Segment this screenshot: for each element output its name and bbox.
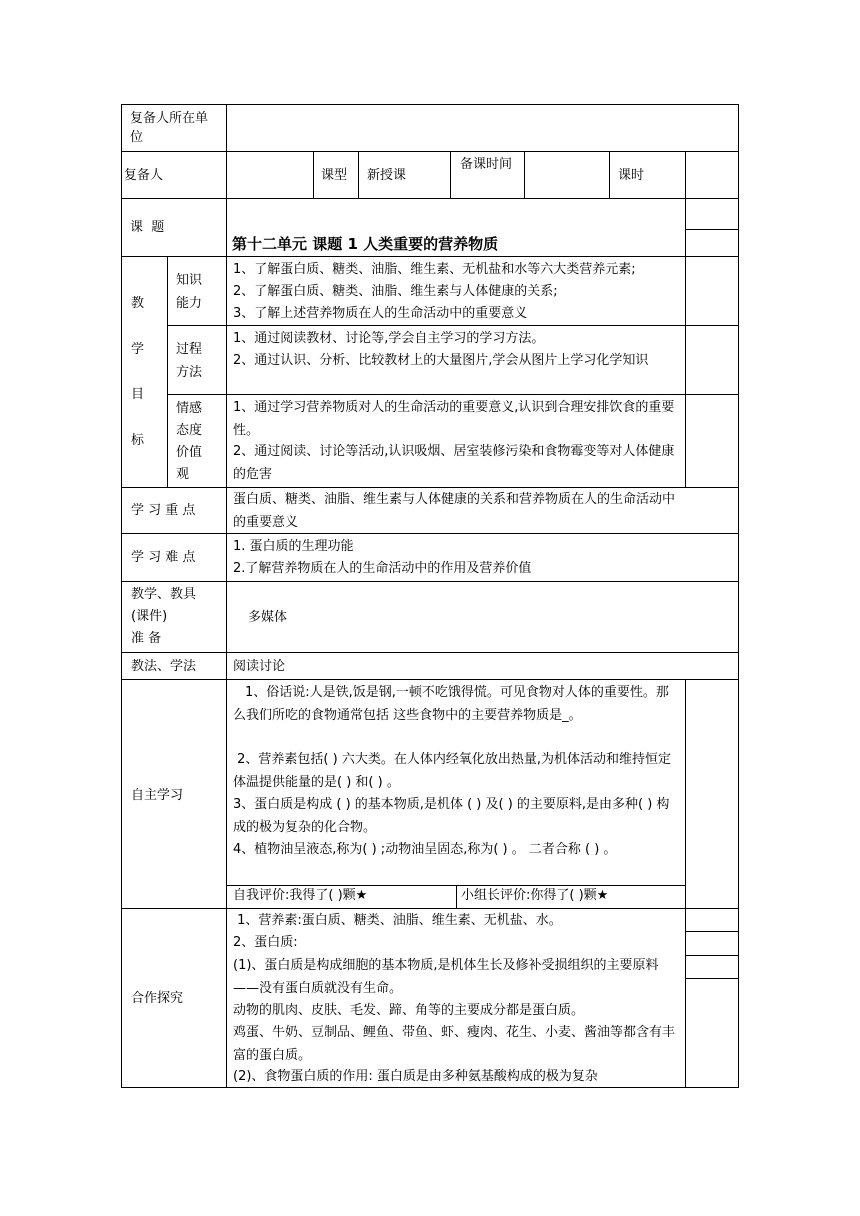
row-divider [121,581,739,582]
col-divider [685,679,686,1088]
tools-value: 多媒体 [248,610,288,625]
cooperation-line: (2)、食物蛋白质的作用: 蛋白质是由多种氨基酸构成的极为复杂 [233,1069,598,1084]
process-line: 2、通过认识、分析、比较教材上的大量图片,学会从图片上学习化学知识 [233,353,649,368]
emotion-line: 1、通过学习营养物质对人的生命活动的重要意义,认识到合理安排饮食的重要性。 [233,400,675,438]
emotion-line: 2、通过阅读、讨论等活动,认识吸烟、居室装修污染和食物霉变等对人体健康的危害 [233,444,675,482]
lesson-type-label: 课型 [321,168,348,183]
col-divider [358,151,359,198]
row-divider [121,198,739,199]
topic-label: 课 题 [130,220,165,235]
periods-label: 课时 [618,168,645,183]
objectives-label-char: 标 [131,433,145,448]
difficulty-line: 2.了解营养物质在人的生命活动中的作用及营养价值 [233,561,532,576]
cooperation-line: 鸡蛋、牛奶、豆制品、鲤鱼、带鱼、虾、瘦肉、花生、小麦、酱油等都含有丰富的蛋白质。 [233,1025,676,1063]
knowledge-line: 3、了解上述营养物质在人的生命活动中的重要意义 [233,306,528,321]
knowledge-line: 1、了解蛋白质、糖类、油脂、维生素、无机盐和水等六大类营养元素; [233,262,636,277]
group-eval-text: 小组长评价:你得了( )颗★ [461,888,609,903]
objectives-label-char: 目 [131,387,145,402]
knowledge-label: 知识能力 [176,273,203,311]
col-divider [313,151,314,198]
cooperation-line: 动物的肌肉、皮肤、毛发、蹄、角等的主要成分都是蛋白质。 [233,1003,585,1018]
row-divider [121,151,739,152]
objectives-label-char: 教 [131,296,145,311]
tools-label-line: (课件) [131,609,168,624]
self-study-item: 1、俗话说:人是铁,饭是钢,一顿不吃饿得慌。可见食物对人体的重要性。那么我们所吃的食物通常包括 这些食物中的主要营养物质是_。 [233,685,669,723]
self-study-item: 4、植物油呈液态,称为( ) ;动物油呈固态,称为( ) 。 二者合称 ( ) 。 [233,842,617,857]
person-label: 复备人 [124,168,164,183]
tools-label-line: 准 备 [131,631,162,646]
prep-time-label: 备课时间 [460,157,513,172]
side-cell-divider [685,229,739,230]
unit-label: 复备人所在单位 [130,111,209,145]
key-points-text: 蛋白质、糖类、油脂、维生素与人体健康的关系和营养物质在人的生命活动中的重要意义 [233,492,676,530]
side-cell-divider [685,931,739,932]
cooperation-label: 合作探究 [131,991,184,1006]
table-border-left [121,104,122,1088]
lesson-type-value: 新授课 [367,168,407,183]
side-cell-divider [685,978,739,979]
table-border-top [121,104,739,105]
cooperation-line: (1)、蛋白质是构成细胞的基本物质,是机体生长及修补受损组织的主要原料——没有蛋白质就没有生命。 [233,958,659,996]
row-divider [121,652,739,653]
table-border-right [738,104,739,1088]
difficulties-label: 学 习 难 点 [131,550,196,565]
methods-value: 阅读讨论 [233,659,286,674]
col-divider [167,256,168,487]
col-divider [456,885,457,908]
tools-label-line: 教学、教具 [131,587,197,602]
row-divider [167,394,739,395]
col-divider [226,104,227,1088]
row-divider [121,487,739,488]
row-divider [121,908,739,909]
self-study-label: 自主学习 [131,788,184,803]
col-divider [685,151,686,487]
col-divider [524,151,525,198]
cooperation-line: 1、营养素:蛋白质、糖类、油脂、维生素、无机盐、水。 [233,913,562,928]
process-label: 过程方法 [176,342,203,380]
row-divider [121,256,739,257]
cooperation-line: 2、蛋白质: [233,935,298,950]
self-study-item: 3、蛋白质是构成 ( ) 的基本物质,是机体 ( ) 及( ) 的主要原料,是由多种( ) 构成的极为复杂的化合物。 [233,797,670,835]
self-eval-text: 自我评价:我得了( )颗★ [233,888,368,903]
row-divider [167,325,739,326]
process-line: 1、通过阅读教材、讨论等,学会自主学习的学习方法。 [233,331,545,346]
methods-label: 教法、学法 [131,659,197,674]
row-divider [121,679,739,680]
key-points-label: 学 习 重 点 [131,503,196,518]
col-divider [609,151,610,198]
self-study-item: 2、营养素包括( ) 六大类。在人体内经氧化放出热量,为机体活动和维持恒定体温提供能量的是( ) 和( ) 。 [233,752,671,790]
emotion-label: 情感态度价值观 [176,401,203,482]
col-divider [450,151,451,198]
difficulty-line: 1. 蛋白质的生理功能 [233,539,354,554]
topic-title: 第十二单元 课题 1 人类重要的营养物质 [232,235,499,253]
side-cell-divider [685,955,739,956]
objectives-label-char: 学 [131,342,145,357]
knowledge-line: 2、了解蛋白质、糖类、油脂、维生素与人体健康的关系; [233,284,558,299]
